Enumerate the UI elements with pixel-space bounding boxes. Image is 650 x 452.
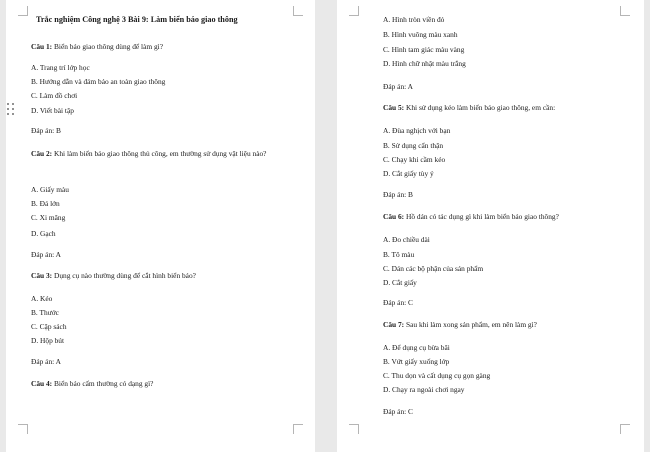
option-3c: C. Cặp sách (31, 322, 67, 331)
question-label: Câu 7: (383, 320, 405, 329)
option-4c: C. Hình tam giác màu vàng (383, 45, 465, 54)
question-label: Câu 4: (31, 379, 53, 388)
document-page-2 (337, 0, 644, 452)
page-corner-mark (293, 424, 303, 434)
option-6b: B. Tô màu (383, 250, 415, 259)
question-label: Câu 3: (31, 271, 53, 280)
answer-4: Đáp án: A (383, 82, 413, 91)
page-corner-mark (349, 424, 359, 434)
drag-handle-icon[interactable] (7, 103, 15, 117)
question-text: Dụng cụ nào thường dùng để cắt hình biển báo? (52, 271, 196, 280)
option-2c: C. Xi măng (31, 213, 66, 222)
question-label: Câu 5: (383, 103, 405, 112)
option-7d: D. Chạy ra ngoài chơi ngay (383, 385, 465, 394)
option-1c: C. Làm đồ chơi (31, 91, 78, 100)
option-5a: A. Đùa nghịch với bạn (383, 126, 451, 135)
question-label: Câu 6: (383, 212, 405, 221)
option-6d: D. Cắt giấy (383, 278, 417, 287)
question-text: Sau khi làm xong sản phẩm, em nên làm gì? (404, 320, 537, 329)
option-4a: A. Hình tròn viền đỏ (383, 15, 445, 24)
option-4d: D. Hình chữ nhật màu trắng (383, 59, 466, 68)
option-4b: B. Hình vuông màu xanh (383, 30, 458, 39)
question-label: Câu 1: (31, 42, 53, 51)
answer-5: Đáp án: B (383, 190, 413, 199)
page-corner-mark (18, 424, 28, 434)
option-1a: A. Trang trí lớp học (31, 63, 90, 72)
option-1b: B. Hướng dẫn và đảm bảo an toàn giao thông (31, 77, 166, 86)
answer-6: Đáp án: C (383, 298, 413, 307)
question-text: Biển báo giao thông dùng để làm gì? (52, 42, 163, 51)
question-3 (31, 271, 196, 280)
question-text: Hồ dán có tác dụng gì khi làm biển báo giao thông? (404, 212, 559, 221)
question-4 (31, 379, 153, 388)
option-5d: D. Cắt giấy tùy ý (383, 169, 434, 178)
option-5b: B. Sử dụng cẩn thận (383, 141, 444, 150)
answer-7: Đáp án: C (383, 407, 413, 416)
option-3b: B. Thước (31, 308, 59, 317)
option-2a: A. Giấy màu (31, 185, 69, 194)
question-5 (383, 103, 555, 112)
question-2 (31, 147, 291, 160)
answer-3: Đáp án: A (31, 357, 61, 366)
page-corner-mark (620, 6, 630, 16)
question-text: Khi làm biển báo giao thông thủ công, em thường sử dụng vật liệu nào? (52, 149, 267, 158)
option-6a: A. Đo chiều dài (383, 235, 430, 244)
option-3d: D. Hộp bút (31, 336, 65, 345)
question-7 (383, 320, 537, 329)
page-corner-mark (18, 6, 28, 16)
option-2b: B. Đá lớn (31, 199, 60, 208)
question-1 (31, 42, 163, 51)
answer-1: Đáp án: B (31, 126, 61, 135)
question-label: Câu 2: (31, 149, 53, 158)
document-title: Trắc nghiệm Công nghệ 3 Bài 9: Làm biển báo giao thông (36, 15, 238, 24)
option-6c: C. Dán các bộ phận của sản phẩm (383, 264, 484, 273)
question-text: Biển báo cấm thường có dạng gì? (52, 379, 154, 388)
page-corner-mark (620, 424, 630, 434)
option-3a: A. Kéo (31, 294, 53, 303)
option-2d: D. Gạch (31, 229, 56, 238)
page-corner-mark (293, 6, 303, 16)
option-5c: C. Chạy khi cầm kéo (383, 155, 446, 164)
answer-2: Đáp án: A (31, 250, 61, 259)
option-1d: D. Viết bài tập (31, 106, 74, 115)
document-page-1 (6, 0, 315, 452)
page-corner-mark (349, 6, 359, 16)
question-text: Khi sử dụng kéo làm biển báo giao thông, em cần: (404, 103, 556, 112)
option-7c: C. Thu dọn và cất dụng cụ gọn gàng (383, 371, 491, 380)
option-7a: A. Để dụng cụ bừa bãi (383, 343, 450, 352)
question-6 (383, 212, 559, 221)
page-gap (315, 0, 337, 452)
option-7b: B. Vứt giấy xuống lớp (383, 357, 450, 366)
